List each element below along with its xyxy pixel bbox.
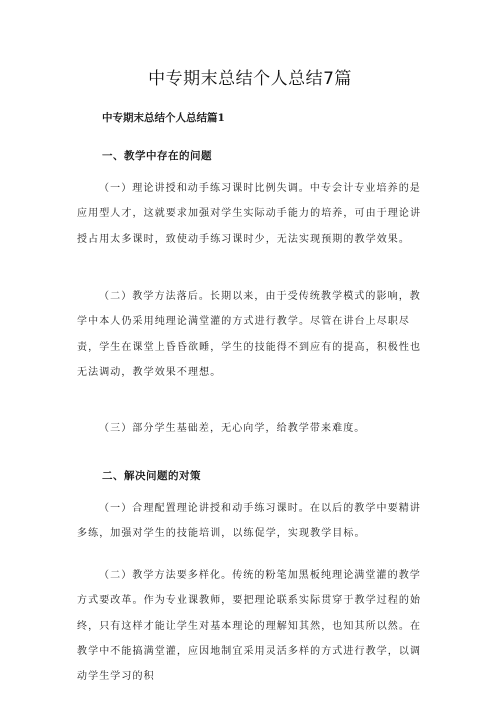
- document-title: 中专期末总结个人总结7篇: [148, 69, 352, 89]
- document-subtitle: 中专期末总结个人总结篇1: [102, 112, 225, 124]
- section-heading-solutions: 二、解决问题的对策: [102, 470, 201, 482]
- paragraph-1: （一）理论讲授和动手练习课时比例失调。中专会计专业培养的是应用型人才，这就要求加强对学生实际动手能力的培养，可由于理论讲授占用太多课时，致使动手练习课时少，无法实现预期的教学效果。: [77, 183, 422, 245]
- paragraph-5: （二）教学方法要多样化。传统的粉笔加黑板纯理论满堂灌的教学方式要改革。作为专业课教师，要把理论联系实际贯穿于教学过程的始终，只有这样才能让学生对基本理论的理解知其然，也知其所以然。在教学中不能搞满堂灌，应因地制宜采用灵活多样的方式进行教学，以调动学生学习的积: [77, 570, 422, 683]
- paragraph-4: （一）合理配置理论讲授和动手练习课时。在以后的教学中要精讲多练，加强对学生的技能培训，以练促学，实现教学目标。: [77, 503, 421, 540]
- paragraph-2: （二）教学方法落后。长期以来，由于受传统教学模式的影响，教学中本人仍采用纯理论满堂灌的方式进行教学。尽管在讲台上尽职尽责，学生在课堂上昏昏欲睡，学生的技能得不到应有的提高，积极性也无法调动，教学效果不理想。: [77, 291, 422, 378]
- paragraph-3: （三）部分学生基础差，无心向学，给教学带来难度。: [99, 423, 366, 434]
- section-heading-problems: 一、教学中存在的问题: [102, 150, 212, 162]
